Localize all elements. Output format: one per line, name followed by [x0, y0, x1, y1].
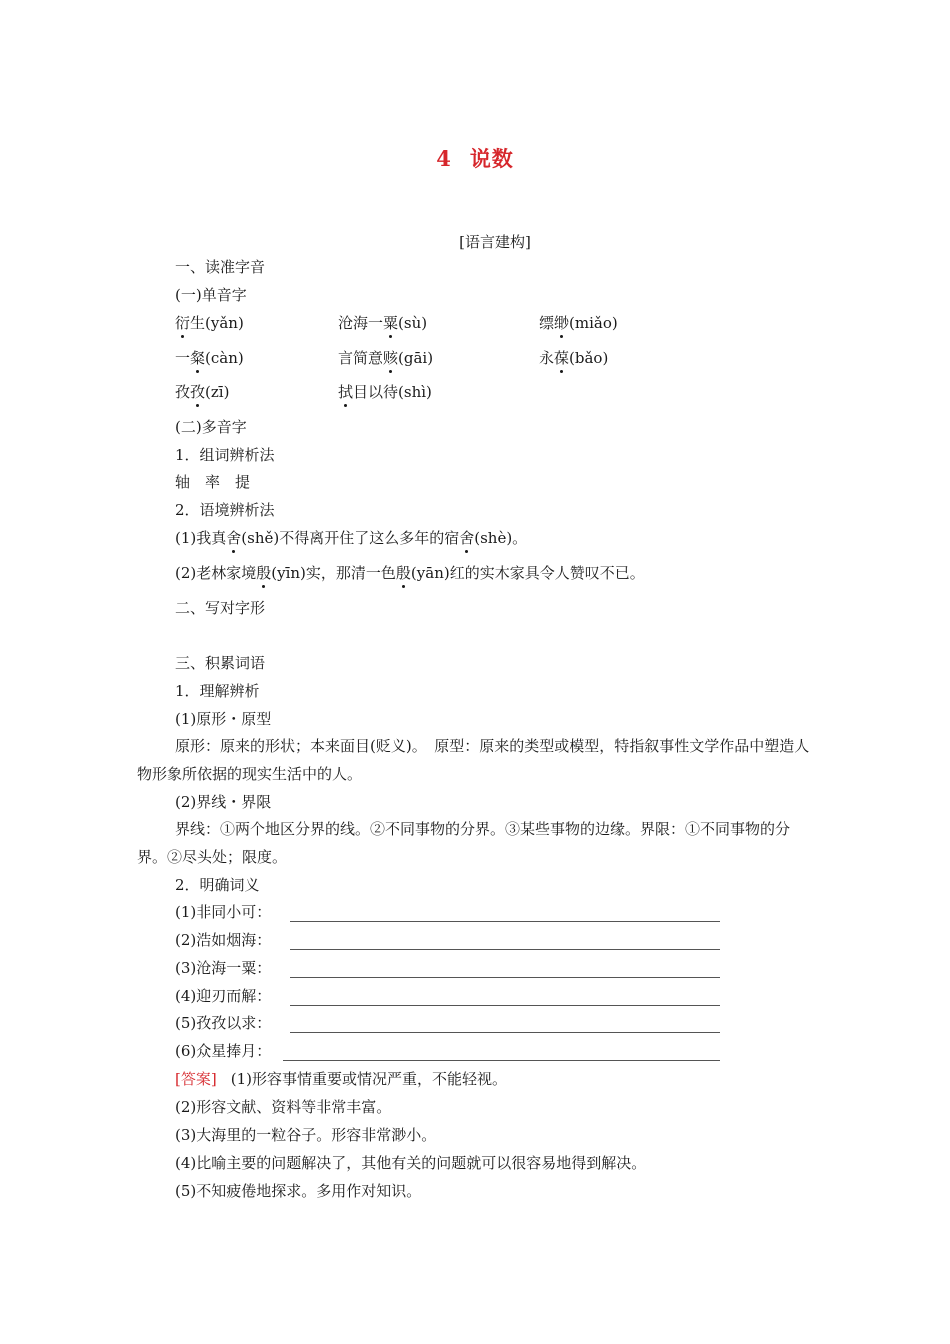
heading-pronunciation: 一、读准字音 [175, 258, 266, 276]
subheading-single-sound: (一)单音字 [175, 286, 247, 304]
sentence-2: (2)老林家境殷(yīn)实，那清一色殷(yān)红的实木家具令人赞叹不已。 [175, 564, 645, 582]
sentence-1: (1)我真舍(shě)不得离开住了这么多年的宿舍(shè)。 [175, 529, 528, 547]
blank-row: (2)浩如烟海： [175, 930, 720, 952]
word-item: 孜孜(zī) [175, 383, 230, 401]
answer-blank[interactable] [290, 1005, 720, 1006]
subheading-multi-sound: (二)多音字 [175, 418, 247, 436]
blank-row: (3)沧海一粟： [175, 958, 720, 980]
word-item: 缥缈(miǎo) [539, 314, 618, 332]
word-item: 沧海一粟(sù) [338, 314, 428, 332]
lesson-title: 说数 [469, 146, 514, 171]
method-1-chars: 轴 率 提 [175, 473, 251, 491]
vocab-method-2: 2．明确词义 [175, 876, 260, 894]
word-item: 拭目以待(shì) [338, 383, 432, 401]
section-banner: [语言建构] [459, 233, 531, 251]
heading-vocabulary: 三、积累词语 [175, 654, 266, 672]
answer-3: (3)大海里的一粒谷子。形容非常渺小。 [175, 1126, 437, 1144]
word-item: 永葆(bǎo) [539, 349, 609, 367]
method-1: 1．组词辨析法 [175, 446, 275, 464]
answer-blank[interactable] [290, 949, 720, 950]
lesson-number: 4 [436, 146, 452, 171]
answer-4: (4)比喻主要的问题解决了，其他有关的问题就可以很容易地得到解决。 [175, 1154, 647, 1172]
method-2: 2．语境辨析法 [175, 501, 275, 519]
answer-2: (2)形容文献、资料等非常丰富。 [175, 1098, 392, 1116]
blank-row: (1)非同小可： [175, 902, 720, 924]
pair-2-body: 界线：①两个地区分界的线。②不同事物的分界。③某些事物的边缘。界限：①不同事物的分界。②尽头处；限度。 [137, 820, 791, 866]
blank-row: (6)众星捧月： [175, 1041, 720, 1063]
pair-2-heading: (2)界线・界限 [175, 793, 272, 811]
word-item: 衍生(yǎn) [175, 314, 244, 332]
answer-5: (5)不知疲倦地探求。多用作对知识。 [175, 1182, 422, 1200]
word-item: 言简意赅(gāi) [338, 349, 434, 367]
answer-blank[interactable] [290, 921, 720, 922]
pair-1-heading: (1)原形・原型 [175, 710, 272, 728]
page-title [0, 143, 950, 173]
vocab-method-1: 1．理解辨析 [175, 682, 260, 700]
answer-1: [答案] (1)形容事情重要或情况严重，不能轻视。 [175, 1070, 507, 1088]
blank-row: (5)孜孜以求： [175, 1013, 720, 1035]
answer-blank[interactable] [290, 977, 720, 978]
answer-tag: [答案] [175, 1070, 217, 1088]
answer-blank[interactable] [290, 1032, 720, 1033]
blank-row: (4)迎刃而解： [175, 986, 720, 1008]
word-item: 一粲(càn) [175, 349, 244, 367]
heading-glyphs: 二、写对字形 [175, 599, 266, 617]
pair-1-body: 原形：原来的形状；本来面目(贬义)。 原型：原来的类型或模型，特指叙事性文学作品中塑造人物形象所依据的现实生活中的人。 [137, 737, 810, 783]
answer-blank[interactable] [283, 1060, 720, 1061]
